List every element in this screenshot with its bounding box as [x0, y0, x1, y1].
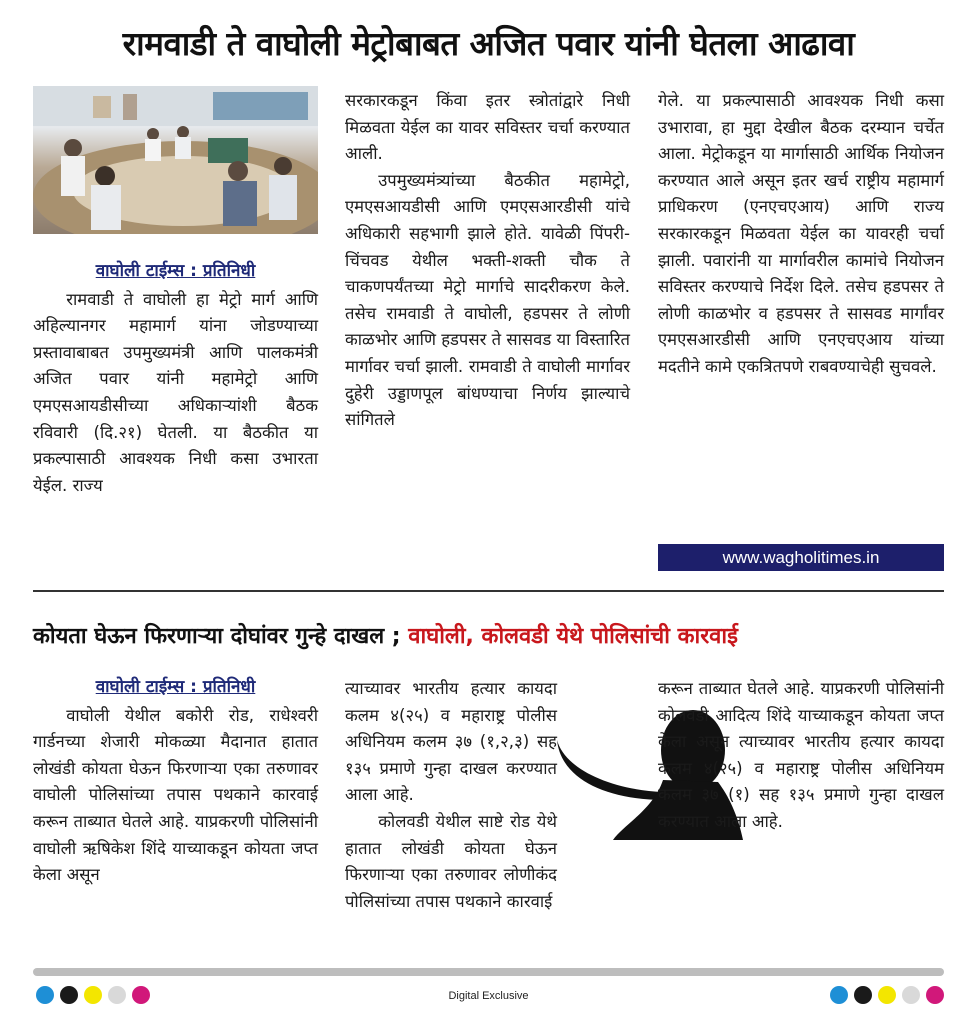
headline-koyta-red: वाघोली, कोलवडी येथे पोलिसांची कारवाई [408, 624, 738, 649]
headline-koyta-case [33, 620, 944, 650]
article1-col2-para-2: उपमुख्यमंत्र्यांच्या बैठकीत महामेट्रो, एमएसआयडीसी आणि एमएसआरडीसी यांचे अधिकारी सहभागी झाले होते. यावेळी पिंपरी-चिंचवड येथील भक्ती-शक्ती चौक ते चाकणपर्यंतच्या मेट्रो मार्गाचे सादरीकरण केले. तसेच रामवाडी ते वाघोली, हडपसर ते लोणी काळभोर आणि हडपसर ते सासवड या विस्तारित मार्गावर चर्चा झाली. रामवाडी ते वाघोली मार्गावर दुहेरी उड्डाणपूल बांधण्याचा निर्णय झाल्याचे सांगितले [345, 170, 630, 430]
article1-col3-para-1: गेले. या प्रकल्पासाठी आवश्यक निधी कसा उभारावा, हा मुद्दा देखील बैठक दरम्यान चर्चेत आला. मेट्रोकडून या मार्गासाठी आर्थिक नियोजन करण्यात आले असून इतर खर्च राष्ट्रीय महामार्ग प्राधिकरण (एनएचएआय) आणि राज्य सरकारकडून मिळवता येईल का यावरही चर्चा झाली. पवारांनी या मार्गावरील कामांचे नियोजन सविस्तर करण्याचे निर्देश दिले. तसेच हडपसर ते लोणी काळभोर व हडपसर ते सासवड मार्गांवर एमएसआरडीसी आणि एनएचएआय यांच्या मदतीने कामे एकत्रितपणे राबवण्याचेही सुचवले. [658, 91, 944, 376]
article1-col2-para-1: सरकारकडून किंवा इतर स्त्रोतांद्वारे निधी मिळवता येईल का यावर सविस्तर चर्चा करण्यात आली. [345, 91, 630, 164]
article2-col2-para-1: त्याच्यावर भारतीय हत्यार कायदा कलम ४(२५) व महाराष्ट्र पोलीस अधिनियम कलम ३७ (१,२,३) सह १३५ प्रमाणे गुन्हा दाखल करण्यात आला आहे. [345, 679, 557, 805]
headline-koyta-black: कोयता घेऊन फिरणाऱ्या दोघांवर गुन्हे दाखल ; [33, 624, 401, 649]
color-swatches-right [830, 986, 944, 1004]
meeting-photo [33, 86, 318, 234]
article2-col3-para-1: करून ताब्यात घेतले आहे. याप्रकरणी पोलिसांनी कोलवडी आदित्य शिंदे याच्याकडून कोयता जप्त केला असून त्याच्यावर भारतीय हत्यार कायदा कलम ४(२५) व महाराष्ट्र पोलीस अधिनियम कलम ३७ (१) सह १३५ प्रमाणे गुन्हा दाखल करण्यात आला आहे. [658, 679, 944, 831]
headline-metro-review: रामवाडी ते वाघोली मेट्रोबाबत अजित पवार यांनी घेतला आढावा [122, 24, 855, 63]
footer-label: Digital Exclusive [448, 990, 529, 1002]
article2-col1-para-1: वाघोली येथील बकोरी रोड, राधेश्वरी गार्डनच्या शेजारी मोकळ्या मैदानात हातात लोखंडी कोयता घेऊन फिरणाऱ्या एका तरुणावर वाघोली पोलिसांच्या तपास पथकाने कारवाई करून ताब्यात घेतले आहे. याप्रकरणी पोलिसांनी वाघोली ऋषिकेश शिंदे याच्याकडून कोयता जप्त केला असून [33, 705, 318, 885]
swatch-grey [108, 986, 126, 1004]
swatch-black [60, 986, 78, 1004]
article1-byline: वाघोली टाईम्स : प्रतिनिधी [95, 261, 256, 281]
footer-bar [33, 968, 944, 976]
article1-column-3 [658, 88, 944, 381]
meeting-photo-illustration [33, 86, 318, 234]
article2-col2-para-2: कोलवडी येथील साष्टे रोड येथे हातात लोखंडी कोयता घेऊन फिरणाऱ्या एका तरुणावर लोणीकंद पोलिसांच्या तपास पथकाने कारवाई [345, 811, 557, 911]
article2-column-1 [33, 674, 318, 889]
swatch-grey [902, 986, 920, 1004]
article2-column-2 [345, 676, 557, 915]
article1-column-1 [33, 258, 318, 499]
article2-byline: वाघोली टाईम्स : प्रतिनिधी [95, 677, 256, 697]
article1-column-2 [345, 88, 630, 434]
swatch-cyan [36, 986, 54, 1004]
swatch-cyan [830, 986, 848, 1004]
swatch-magenta [926, 986, 944, 1004]
section-divider [33, 590, 944, 592]
article1-col1-para-1: रामवाडी ते वाघोली हा मेट्रो मार्ग आणि अहिल्यानगर महामार्ग यांना जोडण्याच्या प्रस्तावाबाबत उपमुख्यमंत्री आणि पालकमंत्री अजित पवार यांनी महामेट्रो आणि एमएसआयडीसीच्या अधिकाऱ्यांशी बैठक रविवारी (दि.२१) घेतली. या बैठकीत या प्रकल्पासाठी आवश्यक निधी कसा उभारता येईल. राज्य [33, 289, 318, 495]
color-swatches-left [36, 986, 150, 1004]
swatch-magenta [132, 986, 150, 1004]
swatch-yellow [878, 986, 896, 1004]
website-banner[interactable]: www.wagholitimes.in [658, 544, 944, 571]
article2-column-3 [658, 676, 944, 836]
swatch-black [854, 986, 872, 1004]
swatch-yellow [84, 986, 102, 1004]
